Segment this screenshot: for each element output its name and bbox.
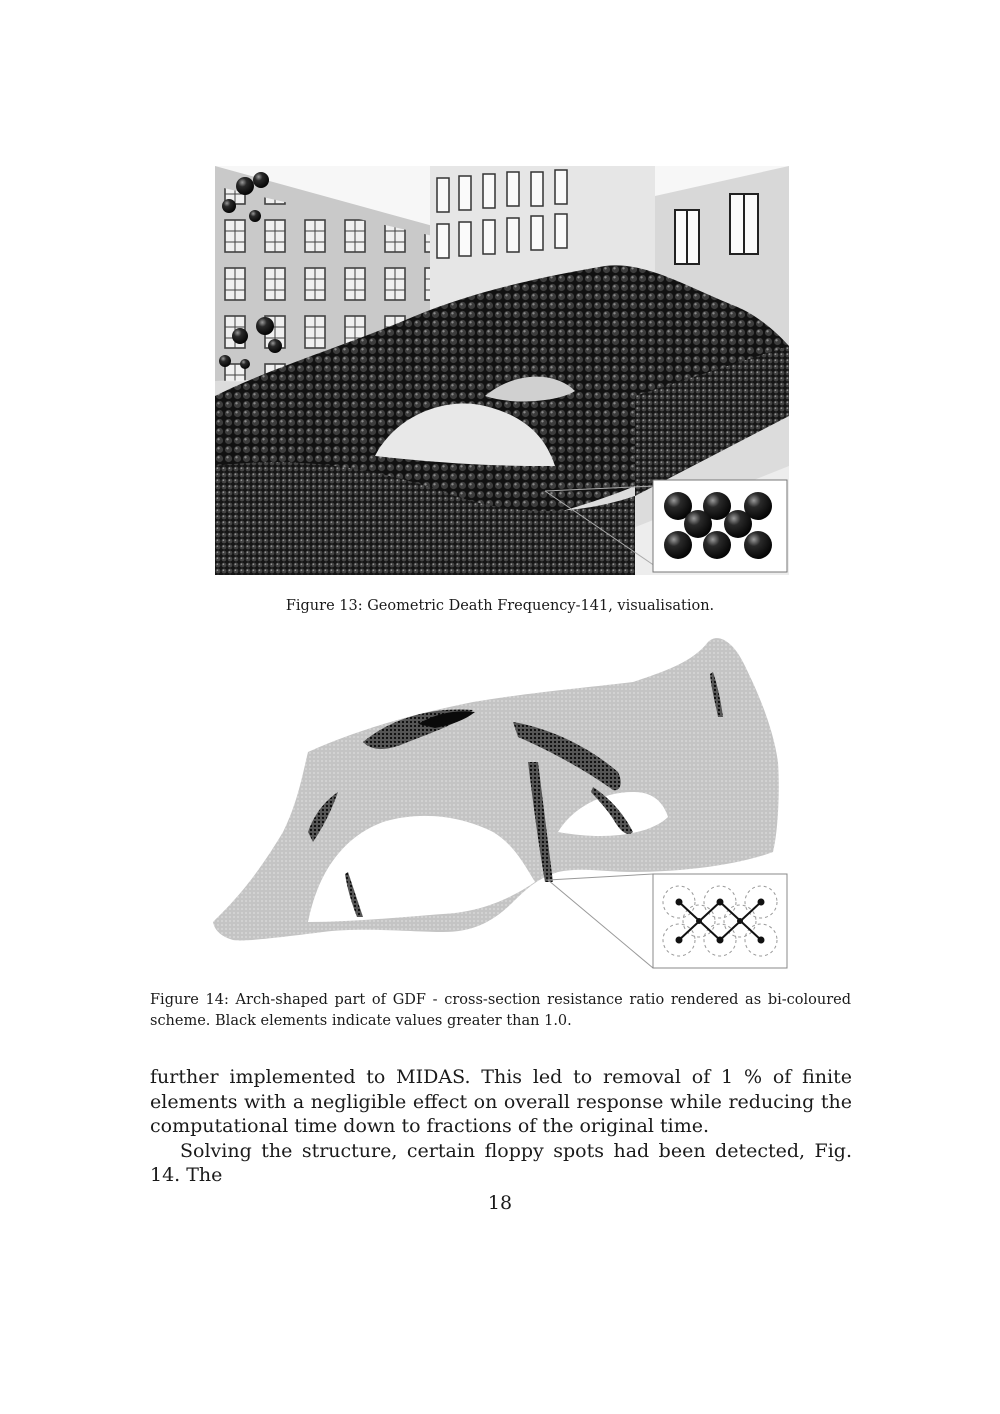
body-text xyxy=(150,1065,852,1188)
figure-14-image xyxy=(213,632,791,972)
page-number: 18 xyxy=(487,1192,513,1214)
paragraph: further implemented to MIDAS. This led to removal of 1 % of finite elements with a negligible effect on overall response while reducing the computational time down to fractions of the original time. xyxy=(150,1066,852,1137)
figure-13-caption: Figure 13: Geometric Death Frequency-141, visualisation. xyxy=(285,598,715,614)
figure-14-caption: Figure 14: Arch-shaped part of GDF - cross-section resistance ratio rendered as bi-coloured scheme. Black elements indicate values greater than 1.0. xyxy=(150,992,851,1029)
paragraph: Solving the structure, certain floppy spots had been detected, Fig. 14. The xyxy=(150,1139,852,1186)
figure-13-image xyxy=(215,166,789,575)
